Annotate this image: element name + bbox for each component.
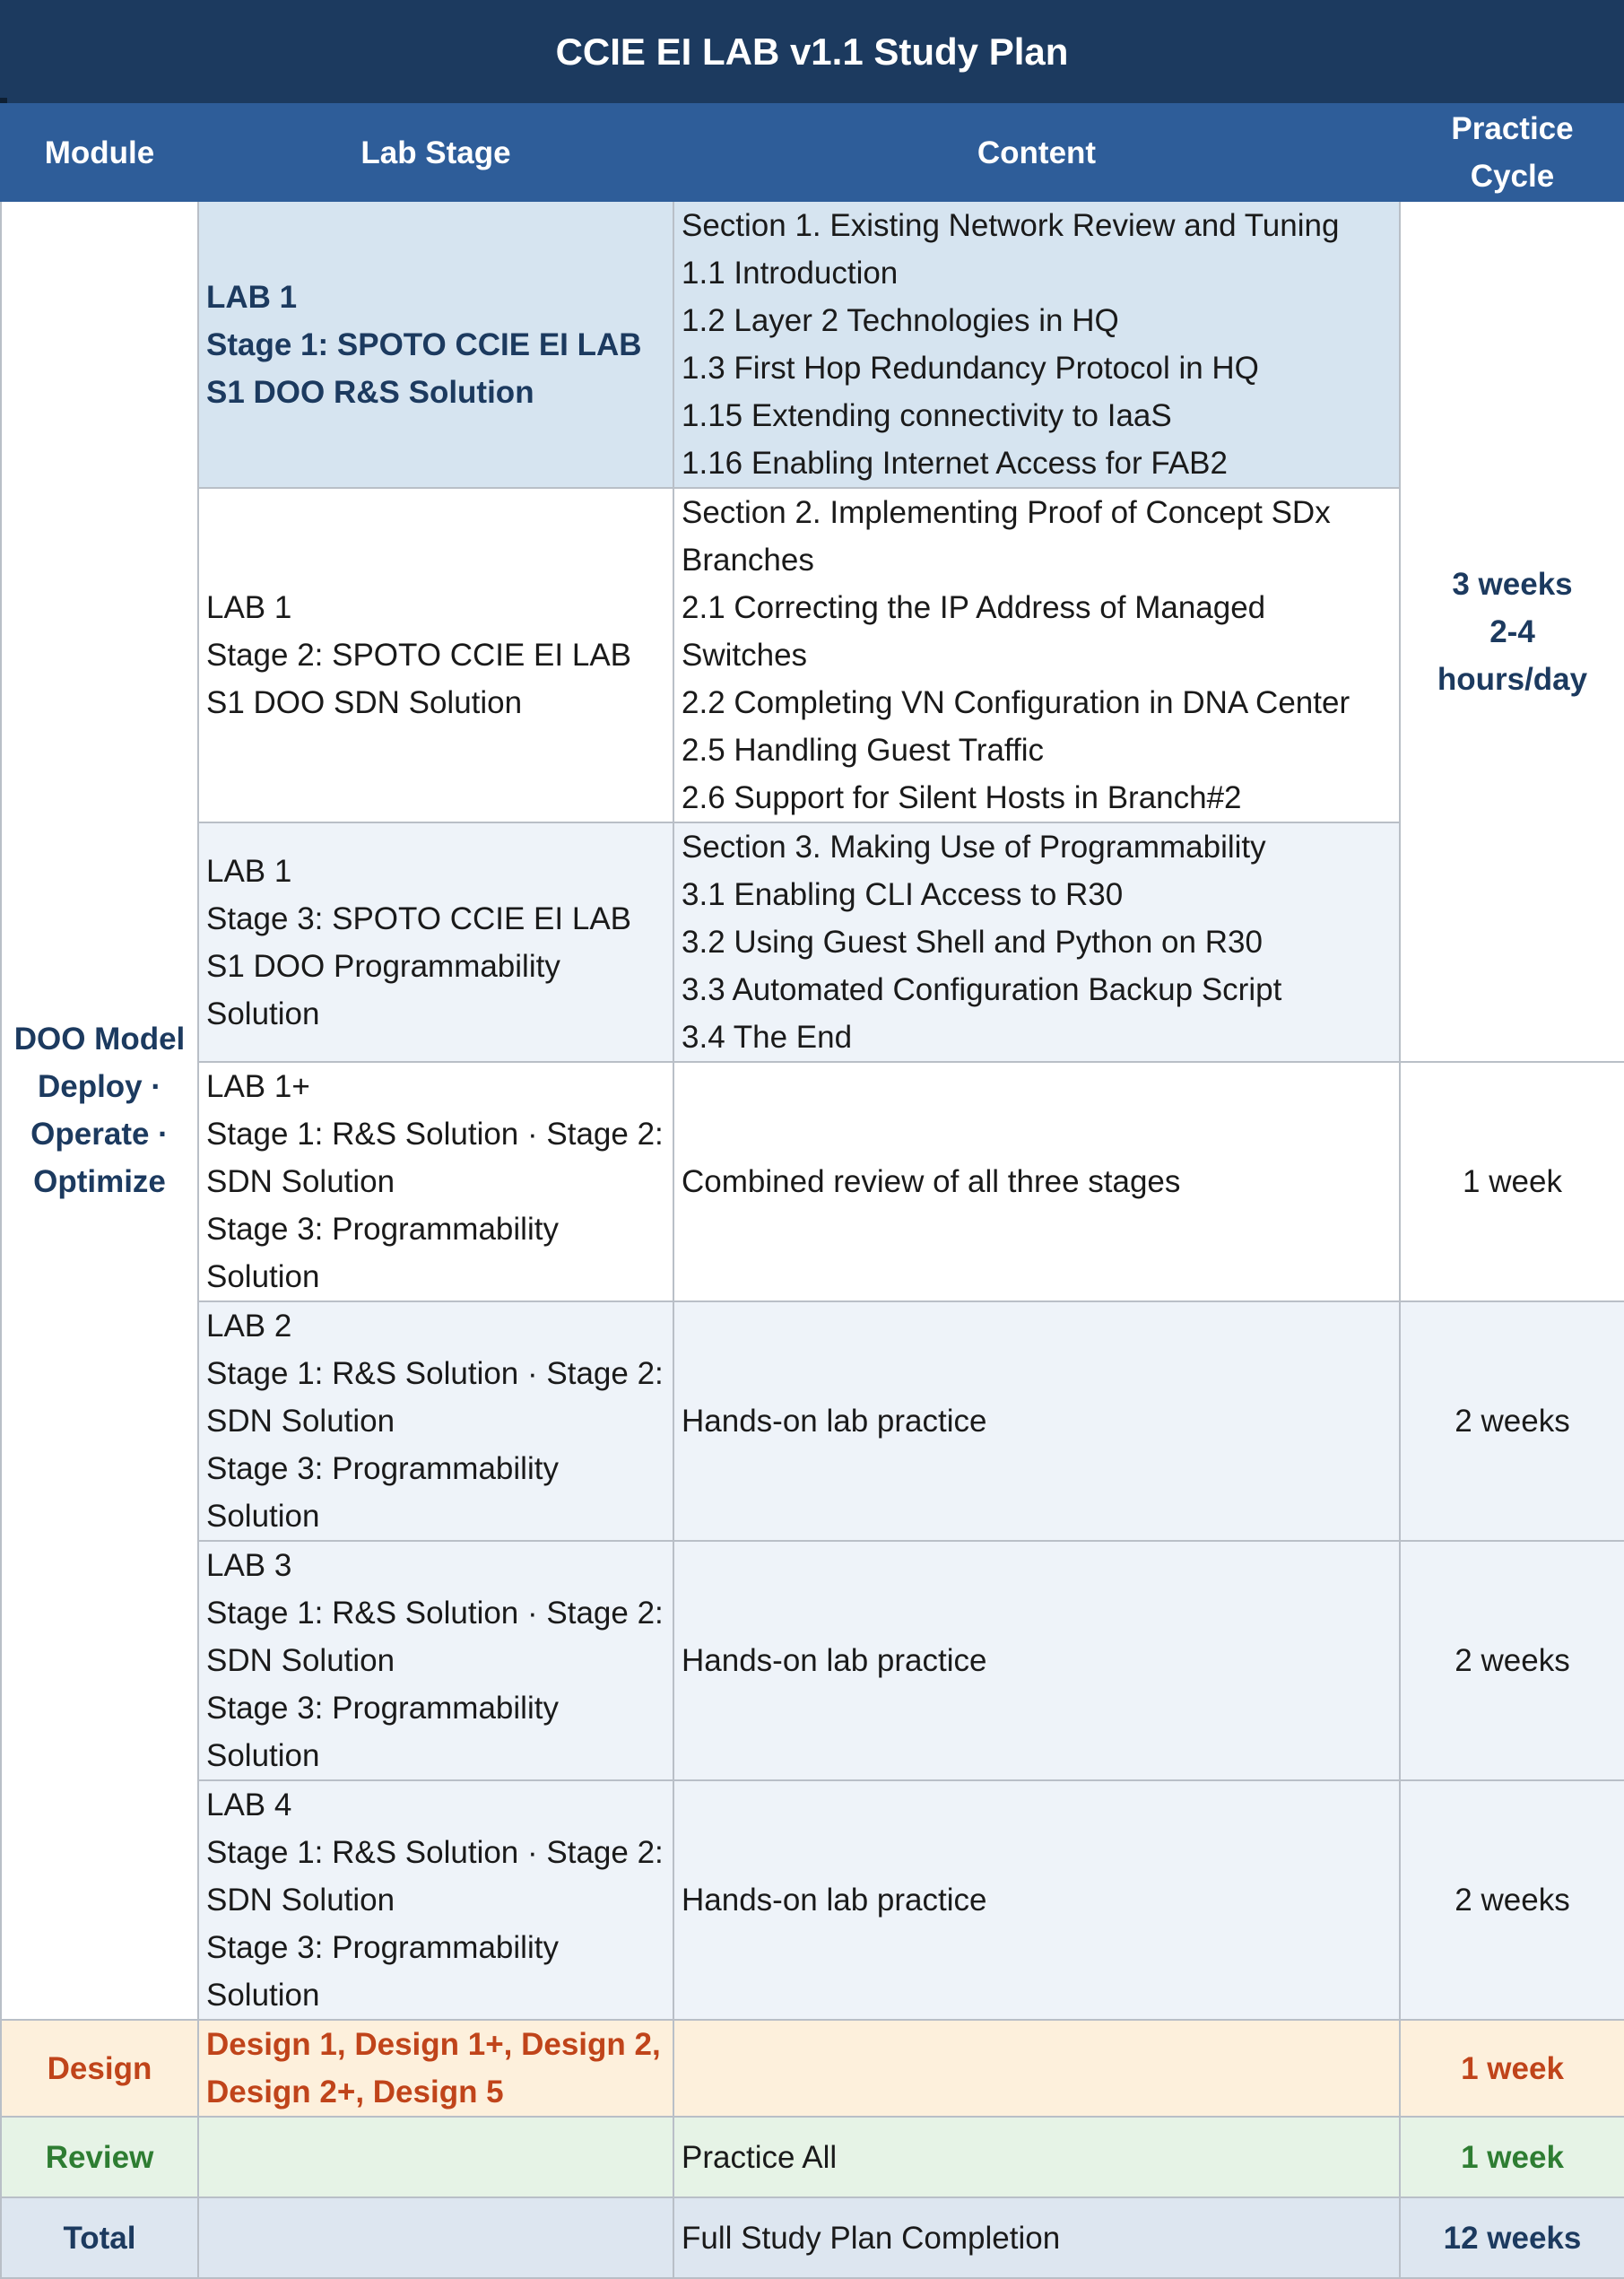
content-cell: Combined review of all three stages (673, 1062, 1400, 1301)
stage-line: Stage 1: R&S Solution · Stage 2: (206, 1117, 664, 1152)
module-cell-design: Design (1, 2020, 198, 2117)
content-cell: Practice All (673, 2117, 1400, 2197)
stage-line: Solution (206, 1499, 320, 1534)
stage-cell (198, 2197, 673, 2278)
content-cell: Hands-on lab practice (673, 1541, 1400, 1780)
stage-line: Stage 2: SPOTO CCIE EI LAB (206, 638, 632, 673)
stage-line: SDN Solution (206, 1404, 395, 1439)
cycle-cell: 1 week (1400, 1062, 1624, 1301)
stage-cell (198, 1301, 673, 1541)
stage-line: Solution (206, 1259, 320, 1294)
study-plan-table (0, 103, 1624, 2279)
table-header-row (1, 104, 1624, 201)
stage-line: Stage 3: Programmability (206, 1451, 559, 1486)
module-cell-doo (1, 201, 198, 2020)
table-row (1, 1062, 1624, 1301)
stage-cell (198, 1062, 673, 1301)
module-cell-total: Total (1, 2197, 198, 2278)
stage-line: LAB 1+ (206, 1069, 310, 1104)
module-doo-line: Deploy · (37, 1069, 162, 1104)
cycle-cell: 1 week (1400, 2117, 1624, 2197)
page-title: CCIE EI LAB v1.1 Study Plan (555, 30, 1069, 73)
stage-line: LAB 3 (206, 1548, 292, 1583)
module-cell-review: Review (1, 2117, 198, 2197)
content-cell: Hands-on lab practice (673, 1780, 1400, 2020)
stage-line: LAB 1 (206, 590, 292, 625)
module-doo-line: Optimize (33, 1164, 166, 1199)
content-line: Section 1. Existing Network Review and Tuning (682, 208, 1340, 243)
stage-line: LAB 4 (206, 1788, 292, 1822)
content-line: 1.3 First Hop Redundancy Protocol in HQ (682, 351, 1259, 386)
cycle-cell: 2 weeks (1400, 1541, 1624, 1780)
table-row (1, 1301, 1624, 1541)
content-cell: Full Study Plan Completion (673, 2197, 1400, 2278)
stage-line: Design 1, Design 1+, Design 2, (206, 2027, 661, 2062)
content-line: 3.2 Using Guest Shell and Python on R30 (682, 925, 1263, 960)
cycle-line: 2-4 (1489, 613, 1535, 649)
cycle-cell: 12 weeks (1400, 2197, 1624, 2278)
stage-line: Solution (206, 1738, 320, 1773)
stage-cell (198, 822, 673, 1062)
content-line: Section 3. Making Use of Programmability (682, 830, 1266, 865)
stage-line: Stage 3: Programmability (206, 1212, 559, 1247)
content-line: 1.16 Enabling Internet Access for FAB2 (682, 446, 1228, 481)
stage-line: Solution (206, 996, 320, 1031)
cycle-cell: 2 weeks (1400, 1780, 1624, 2020)
stage-line: LAB 2 (206, 1309, 292, 1344)
design-row (1, 2020, 1624, 2117)
content-line: 3.3 Automated Configuration Backup Script (682, 972, 1282, 1007)
stage-line: Stage 1: SPOTO CCIE EI LAB (206, 326, 642, 362)
content-line: 2.6 Support for Silent Hosts in Branch#2 (682, 780, 1242, 815)
stage-line: Design 2+, Design 5 (206, 2075, 504, 2109)
cycle-line: hours/day (1437, 661, 1588, 697)
content-line: Section 2. Implementing Proof of Concept SDx (682, 495, 1331, 530)
cycle-cell-lab1 (1400, 201, 1624, 1062)
content-line: 2.2 Completing VN Configuration in DNA Center (682, 685, 1350, 720)
stage-cell (198, 2020, 673, 2117)
content-line: 3.1 Enabling CLI Access to R30 (682, 877, 1124, 912)
table-title-bar (0, 0, 1624, 103)
content-line: 2.1 Correcting the IP Address of Managed (682, 590, 1266, 625)
header-cycle-line-1: Practice (1451, 111, 1574, 146)
header-content: Content (673, 104, 1400, 201)
content-line: 2.5 Handling Guest Traffic (682, 733, 1045, 768)
stage-line: S1 DOO SDN Solution (206, 685, 523, 720)
cycle-line: 3 weeks (1452, 566, 1573, 602)
content-cell (673, 822, 1400, 1062)
stage-cell (198, 201, 673, 488)
header-practice-cycle (1400, 104, 1624, 201)
stage-line: S1 DOO Programmability (206, 948, 560, 984)
stage-line: SDN Solution (206, 1883, 395, 1918)
content-line: 1.2 Layer 2 Technologies in HQ (682, 303, 1119, 338)
header-cycle-line-2: Cycle (1470, 159, 1555, 194)
table-row (1, 201, 1624, 488)
stage-line: LAB 1 (206, 279, 298, 315)
table-row (1, 1780, 1624, 2020)
table-row (1, 488, 1624, 822)
stage-line: Stage 1: R&S Solution · Stage 2: (206, 1835, 664, 1870)
content-line: 3.4 The End (682, 1020, 853, 1055)
table-row (1, 1541, 1624, 1780)
content-cell: Hands-on lab practice (673, 1301, 1400, 1541)
module-doo-line: DOO Model (13, 1022, 186, 1057)
header-lab-stage: Lab Stage (198, 104, 673, 201)
stage-cell (198, 488, 673, 822)
stage-line: LAB 1 (206, 853, 292, 889)
content-cell (673, 488, 1400, 822)
stage-cell (198, 1541, 673, 1780)
content-cell (673, 2020, 1400, 2117)
stage-line: SDN Solution (206, 1643, 395, 1678)
stage-line: Solution (206, 1978, 320, 2013)
review-row (1, 2117, 1624, 2197)
stage-cell (198, 2117, 673, 2197)
stage-cell (198, 1780, 673, 2020)
content-cell (673, 201, 1400, 488)
content-line: 1.15 Extending connectivity to IaaS (682, 398, 1172, 433)
stage-line: Stage 3: Programmability (206, 1691, 559, 1726)
stage-line: SDN Solution (206, 1164, 395, 1199)
stage-line: Stage 3: SPOTO CCIE EI LAB (206, 900, 632, 936)
cycle-cell: 2 weeks (1400, 1301, 1624, 1541)
content-line: Switches (682, 638, 808, 673)
stage-line: Stage 1: R&S Solution · Stage 2: (206, 1596, 664, 1631)
total-row (1, 2197, 1624, 2278)
module-doo-line: Operate · (30, 1117, 169, 1152)
table-row (1, 822, 1624, 1062)
content-line: 1.1 Introduction (682, 256, 899, 291)
header-module: Module (1, 104, 198, 201)
cycle-cell: 1 week (1400, 2020, 1624, 2117)
stage-line: Stage 1: R&S Solution · Stage 2: (206, 1356, 664, 1391)
stage-line: Stage 3: Programmability (206, 1930, 559, 1965)
content-line: Branches (682, 543, 814, 578)
stage-line: S1 DOO R&S Solution (206, 374, 534, 410)
